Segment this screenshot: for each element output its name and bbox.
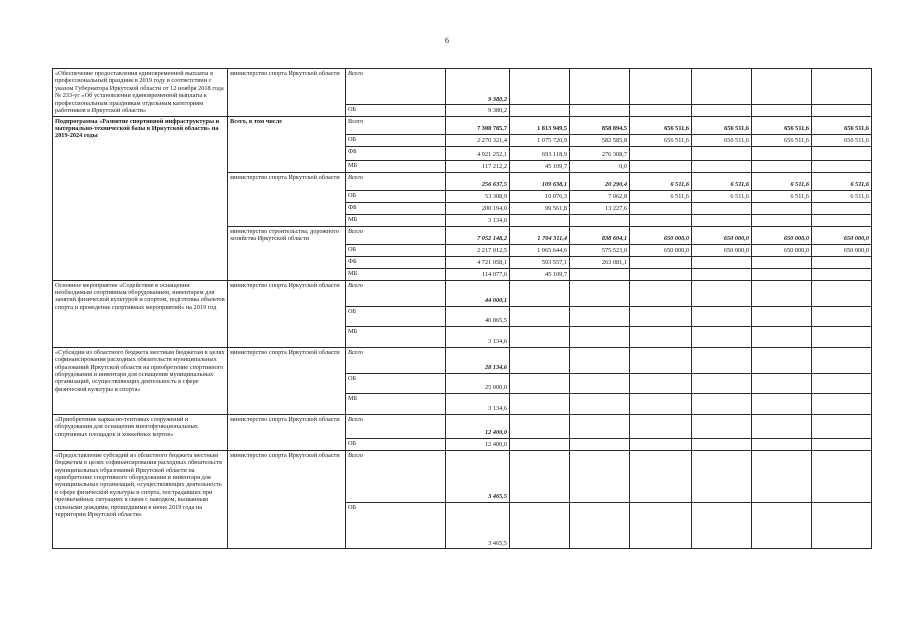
funding-source xyxy=(346,268,446,280)
funding-source-text: Всего xyxy=(348,451,363,459)
amount-cell: 1 813 949,5 xyxy=(510,116,570,134)
amount-cell xyxy=(570,306,630,326)
measure-name xyxy=(53,116,228,280)
funding-source-text: Всего xyxy=(348,70,363,77)
funding-source xyxy=(346,438,446,450)
amount-cell xyxy=(692,268,752,280)
amount-cell xyxy=(510,104,570,116)
amount-cell xyxy=(752,202,812,214)
amount-cell: 656 511,6 xyxy=(752,134,812,146)
amount-cell xyxy=(510,280,570,306)
amount-cell xyxy=(570,373,630,393)
amount-cell: 6 511,6 xyxy=(630,190,692,202)
funding-source xyxy=(346,450,446,502)
page-number: 6 xyxy=(445,36,449,45)
amount-cell xyxy=(630,160,692,172)
amount-cell: 650 000,0 xyxy=(630,226,692,244)
funding-source xyxy=(346,190,446,202)
amount-cell xyxy=(570,214,630,226)
executor xyxy=(228,116,346,172)
amount-cell xyxy=(510,502,570,548)
amount-cell xyxy=(692,438,752,450)
executor xyxy=(228,226,346,280)
amount-cell: 7 062,8 xyxy=(570,190,630,202)
executor-text: Всего, в том числе xyxy=(230,117,283,125)
amount-cell xyxy=(630,214,692,226)
amount-cell xyxy=(752,146,812,160)
amount-cell: 9 380,2 xyxy=(446,104,510,116)
amount-cell xyxy=(630,393,692,414)
amount-cell xyxy=(812,202,872,214)
budget-table xyxy=(52,68,872,549)
amount-cell xyxy=(510,214,570,226)
amount-cell: 109 638,1 xyxy=(510,172,570,190)
amount-cell xyxy=(812,160,872,172)
amount-cell xyxy=(752,502,812,548)
amount-cell: 575 523,0 xyxy=(570,244,630,256)
amount-cell xyxy=(812,438,872,450)
amount-cell: 3 134,6 xyxy=(446,214,510,226)
amount-cell: 1 075 720,9 xyxy=(510,134,570,146)
amount-cell: 650 000,0 xyxy=(692,226,752,244)
funding-source xyxy=(346,69,446,105)
amount-cell xyxy=(752,160,812,172)
amount-cell: 1 704 311,4 xyxy=(510,226,570,244)
amount-cell: 7 308 785,7 xyxy=(446,116,510,134)
executor-text: министерство строительства, дорожного хозяйства Иркутской области xyxy=(230,227,339,243)
amount-cell: 2 270 321,4 xyxy=(446,134,510,146)
amount-cell xyxy=(692,450,752,502)
amount-cell: 693 118,9 xyxy=(510,146,570,160)
amount-cell: 45 109,7 xyxy=(510,268,570,280)
amount-cell: 10 076,3 xyxy=(510,190,570,202)
executor xyxy=(228,280,346,347)
funding-source-text: МБ xyxy=(348,215,358,223)
funding-source-text: ОБ xyxy=(348,439,357,447)
amount-cell xyxy=(692,280,752,306)
amount-cell: 650 000,0 xyxy=(752,244,812,256)
funding-source-text: ОБ xyxy=(348,374,357,382)
measure-name xyxy=(53,414,228,450)
amount-cell xyxy=(630,373,692,393)
funding-source xyxy=(346,256,446,268)
amount-cell: 25 000,0 xyxy=(446,373,510,393)
amount-cell xyxy=(752,393,812,414)
amount-cell: 656 511,6 xyxy=(812,116,872,134)
amount-cell xyxy=(510,69,570,105)
executor xyxy=(228,414,346,450)
executor-text: министерство спорта Иркутской области xyxy=(230,173,340,181)
measure-name-text: Подпрограмма «Развитие спортивной инфраструктуры и материально-технической базы в Иркутской области» на 2019-2024 годы xyxy=(55,117,220,140)
amount-cell xyxy=(812,347,872,373)
amount-cell: 650 000,0 xyxy=(752,226,812,244)
amount-cell xyxy=(752,373,812,393)
funding-source xyxy=(346,134,446,146)
funding-source-text: МБ xyxy=(348,161,358,169)
funding-source-text: ОБ xyxy=(348,135,357,143)
funding-source xyxy=(346,393,446,414)
amount-cell: 99 561,8 xyxy=(510,202,570,214)
amount-cell xyxy=(752,104,812,116)
funding-source-text: МБ xyxy=(348,327,358,335)
table-row xyxy=(53,69,872,105)
funding-source xyxy=(346,160,446,172)
amount-cell xyxy=(630,202,692,214)
amount-cell xyxy=(570,393,630,414)
amount-cell xyxy=(752,256,812,268)
funding-source-text: Всего xyxy=(348,173,363,181)
amount-cell: 6 511,6 xyxy=(692,172,752,190)
amount-cell xyxy=(692,373,752,393)
amount-cell: 20 290,4 xyxy=(570,172,630,190)
executor-text: министерство спорта Иркутской области xyxy=(230,451,340,459)
amount-cell: 12 400,0 xyxy=(446,414,510,438)
amount-cell xyxy=(692,326,752,347)
amount-cell xyxy=(570,450,630,502)
amount-cell xyxy=(692,146,752,160)
amount-cell: 582 585,8 xyxy=(570,134,630,146)
amount-cell xyxy=(692,104,752,116)
amount-cell: 1 065 644,6 xyxy=(510,244,570,256)
measure-name-text: Основное мероприятие «Содействие в оснащении необходимым спортивным оборудованием, инвентарем для занятий физической культурой и спортом, подготовка объектов спорта и проведение спортивных мероприятий» на 2019 год xyxy=(55,281,225,311)
amount-cell xyxy=(692,414,752,438)
amount-cell xyxy=(752,268,812,280)
funding-source xyxy=(346,347,446,373)
amount-cell: 650 000,0 xyxy=(692,244,752,256)
funding-source xyxy=(346,226,446,244)
amount-cell xyxy=(692,306,752,326)
amount-cell: 6 511,6 xyxy=(752,190,812,202)
amount-cell: 12 400,0 xyxy=(446,438,510,450)
amount-cell: 4 721 058,1 xyxy=(446,256,510,268)
amount-cell: 117 212,2 xyxy=(446,160,510,172)
funding-source-text: МБ xyxy=(348,394,358,402)
amount-cell: 656 511,6 xyxy=(630,116,692,134)
funding-source xyxy=(346,326,446,347)
funding-source-text: Всего xyxy=(348,281,363,289)
amount-cell: 6 511,6 xyxy=(630,172,692,190)
amount-cell: 3 134,6 xyxy=(446,393,510,414)
amount-cell: 656 511,6 xyxy=(752,116,812,134)
funding-source-text: Всего xyxy=(348,415,363,423)
amount-cell xyxy=(510,347,570,373)
amount-cell xyxy=(510,414,570,438)
amount-cell: 650 000,0 xyxy=(812,226,872,244)
amount-cell xyxy=(812,450,872,502)
measure-name xyxy=(53,280,228,347)
table-row xyxy=(53,450,872,502)
amount-cell: 3 134,6 xyxy=(446,326,510,347)
funding-source-text: ФБ xyxy=(348,257,357,265)
amount-cell xyxy=(630,146,692,160)
amount-cell xyxy=(630,450,692,502)
amount-cell xyxy=(510,438,570,450)
funding-source xyxy=(346,373,446,393)
amount-cell: 114 077,6 xyxy=(446,268,510,280)
amount-cell xyxy=(570,280,630,306)
amount-cell xyxy=(812,268,872,280)
table-row xyxy=(53,116,872,134)
amount-cell xyxy=(570,414,630,438)
amount-cell: 45 109,7 xyxy=(510,160,570,172)
executor-text: министерство спорта Иркутской области xyxy=(230,70,340,77)
executor xyxy=(228,172,346,226)
amount-cell: 656 511,6 xyxy=(630,134,692,146)
amount-cell xyxy=(630,306,692,326)
amount-cell xyxy=(752,306,812,326)
amount-cell: 656 511,6 xyxy=(812,134,872,146)
funding-source-text: ОБ xyxy=(348,191,357,199)
funding-source xyxy=(346,202,446,214)
measure-name-text: «Приобретение каркасно-тентовых сооружений и оборудования для оснащения многофункциональных спортивных площадок и хоккейных кортов» xyxy=(55,415,198,438)
funding-source-text: Всего xyxy=(348,348,363,356)
amount-cell xyxy=(692,69,752,105)
funding-source-text: Всего xyxy=(348,227,363,235)
measure-name-text: «Обеспечение предоставления единовременной выплаты в профессиональный праздник в 2019 году в соответствии с указом Губернатора Иркутской области от 12 ноября 2018 года № 233-уг «Об установлении единовременной выплаты к профессиональным праздникам отдельным категориям работников в Иркутской области» xyxy=(55,70,224,115)
amount-cell xyxy=(812,280,872,306)
amount-cell: 9 380,2 xyxy=(446,69,510,105)
amount-cell: 0,0 xyxy=(570,160,630,172)
funding-source xyxy=(346,280,446,306)
funding-source-text: ОБ xyxy=(348,307,357,315)
amount-cell: 256 637,5 xyxy=(446,172,510,190)
amount-cell: 650 000,0 xyxy=(630,244,692,256)
executor xyxy=(228,450,346,548)
amount-cell xyxy=(630,104,692,116)
amount-cell xyxy=(692,347,752,373)
measure-name-text: «Субсидии из областного бюджета местным бюджетам в целях софинансирования расходных обязательств муниципальных образований Иркутской области на приобретение спортивного оборудования и инвентаря для оснащения муниципальных организаций, осуществляющих деятельность в сфере физической культуры и спорта» xyxy=(55,348,225,393)
funding-source-text: ФБ xyxy=(348,147,357,155)
amount-cell: 656 511,6 xyxy=(692,134,752,146)
amount-cell xyxy=(630,414,692,438)
amount-cell: 200 194,0 xyxy=(446,202,510,214)
amount-cell xyxy=(630,502,692,548)
amount-cell xyxy=(692,160,752,172)
amount-cell xyxy=(752,326,812,347)
executor-text: министерство спорта Иркутской области xyxy=(230,281,340,289)
amount-cell xyxy=(752,69,812,105)
amount-cell xyxy=(510,326,570,347)
amount-cell: 2 217 012,5 xyxy=(446,244,510,256)
funding-source xyxy=(346,306,446,326)
amount-cell: 28 134,6 xyxy=(446,347,510,373)
funding-source xyxy=(346,116,446,134)
amount-cell: 53 308,9 xyxy=(446,190,510,202)
amount-cell xyxy=(752,347,812,373)
funding-source xyxy=(346,244,446,256)
amount-cell xyxy=(570,268,630,280)
funding-source-text: ФБ xyxy=(348,203,357,211)
amount-cell xyxy=(752,438,812,450)
amount-cell xyxy=(752,214,812,226)
amount-cell: 656 511,6 xyxy=(692,116,752,134)
amount-cell: 6 511,6 xyxy=(812,172,872,190)
funding-source xyxy=(346,172,446,190)
amount-cell xyxy=(812,256,872,268)
amount-cell: 3 465,5 xyxy=(446,502,510,548)
amount-cell xyxy=(692,393,752,414)
amount-cell xyxy=(510,393,570,414)
amount-cell xyxy=(692,214,752,226)
amount-cell xyxy=(510,306,570,326)
funding-source xyxy=(346,104,446,116)
amount-cell xyxy=(630,438,692,450)
amount-cell: 40 865,5 xyxy=(446,306,510,326)
funding-source xyxy=(346,502,446,548)
measure-name xyxy=(53,347,228,414)
amount-cell: 13 227,6 xyxy=(570,202,630,214)
amount-cell: 3 465,5 xyxy=(446,450,510,502)
amount-cell xyxy=(570,502,630,548)
table-row xyxy=(53,280,872,306)
amount-cell xyxy=(630,280,692,306)
amount-cell: 4 921 252,1 xyxy=(446,146,510,160)
executor xyxy=(228,347,346,414)
funding-source xyxy=(346,414,446,438)
amount-cell xyxy=(812,104,872,116)
amount-cell: 6 511,6 xyxy=(812,190,872,202)
amount-cell xyxy=(570,104,630,116)
amount-cell xyxy=(630,326,692,347)
executor-text: министерство спорта Иркутской области xyxy=(230,348,340,356)
amount-cell: 650 000,0 xyxy=(812,244,872,256)
amount-cell: 6 511,6 xyxy=(692,190,752,202)
table-row xyxy=(53,347,872,373)
amount-cell: 593 557,1 xyxy=(510,256,570,268)
amount-cell: 858 894,5 xyxy=(570,116,630,134)
amount-cell xyxy=(692,202,752,214)
amount-cell xyxy=(812,393,872,414)
executor-text: министерство спорта Иркутской области xyxy=(230,415,340,423)
amount-cell xyxy=(510,373,570,393)
funding-source-text: ОБ xyxy=(348,105,357,113)
amount-cell xyxy=(752,280,812,306)
amount-cell xyxy=(510,450,570,502)
executor xyxy=(228,69,346,117)
amount-cell xyxy=(752,450,812,502)
amount-cell xyxy=(812,146,872,160)
amount-cell xyxy=(630,69,692,105)
amount-cell xyxy=(630,347,692,373)
amount-cell xyxy=(630,256,692,268)
amount-cell: 276 308,7 xyxy=(570,146,630,160)
measure-name xyxy=(53,450,228,548)
funding-source-text: ОБ xyxy=(348,245,357,253)
amount-cell xyxy=(812,306,872,326)
amount-cell: 6 511,6 xyxy=(752,172,812,190)
amount-cell xyxy=(630,268,692,280)
amount-cell xyxy=(570,326,630,347)
table-row xyxy=(53,414,872,438)
amount-cell xyxy=(812,373,872,393)
amount-cell xyxy=(812,326,872,347)
amount-cell xyxy=(752,414,812,438)
amount-cell: 263 081,1 xyxy=(570,256,630,268)
funding-source xyxy=(346,146,446,160)
measure-name xyxy=(53,69,228,117)
measure-name-text: «Предоставление субсидий из областного бюджета местным бюджетам в целях софинансирования расходных обязательств муниципальных образований Иркутской области на приобретение спортивного оборудования и инвентаря для муниципальных организаций, осуществляющих деятельность в сфере физической культуры и спорта, пострадавших при чрезвычайных ситуациях в связи с паводком, вызванным сильными дождями, прошедшими в июне 2019 года на территории Иркутской области» xyxy=(55,451,223,519)
amount-cell xyxy=(570,69,630,105)
funding-source-text: МБ xyxy=(348,269,358,277)
amount-cell xyxy=(812,414,872,438)
amount-cell xyxy=(570,438,630,450)
funding-source-text: ОБ xyxy=(348,503,357,511)
amount-cell xyxy=(692,502,752,548)
funding-source-text: Всего xyxy=(348,117,364,125)
amount-cell: 838 604,1 xyxy=(570,226,630,244)
amount-cell xyxy=(812,502,872,548)
amount-cell: 7 052 148,2 xyxy=(446,226,510,244)
amount-cell xyxy=(812,69,872,105)
funding-source xyxy=(346,214,446,226)
amount-cell xyxy=(570,347,630,373)
amount-cell xyxy=(812,214,872,226)
amount-cell: 44 000,1 xyxy=(446,280,510,306)
amount-cell xyxy=(692,256,752,268)
